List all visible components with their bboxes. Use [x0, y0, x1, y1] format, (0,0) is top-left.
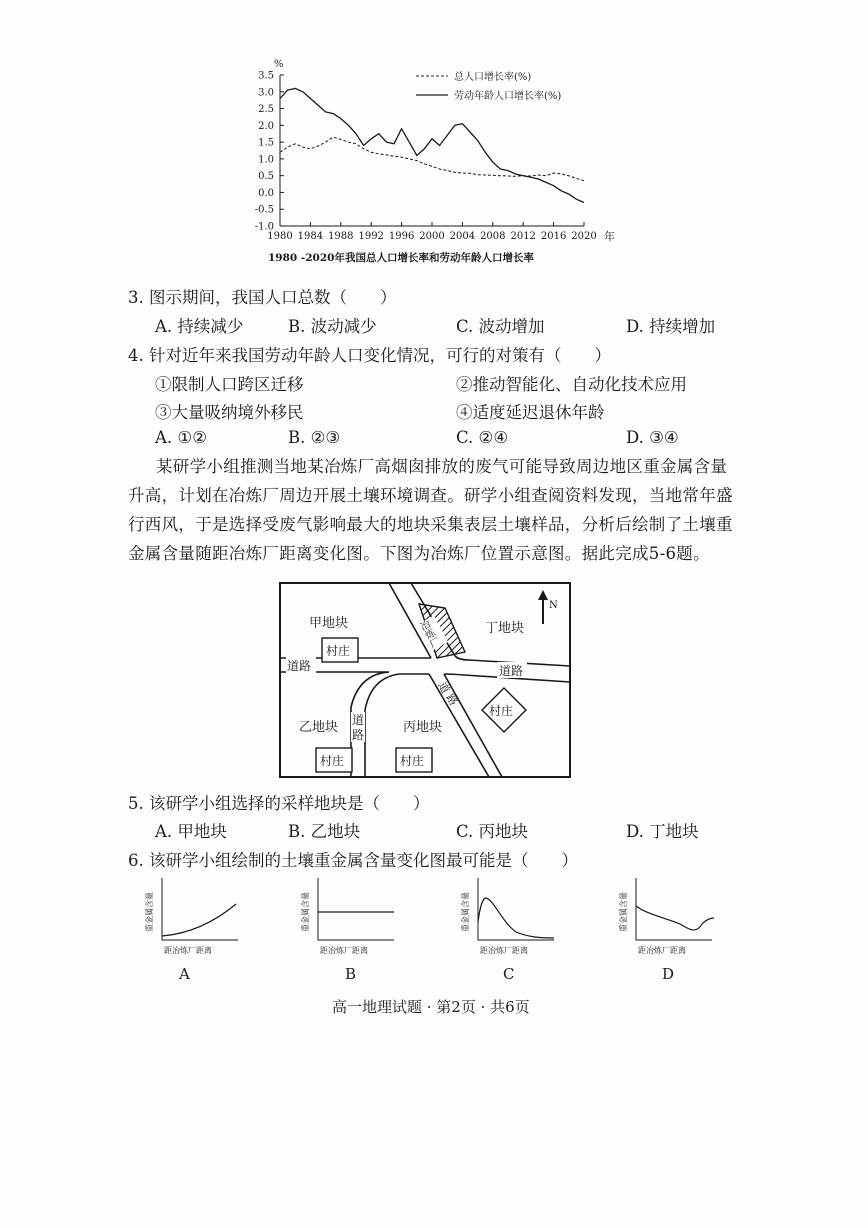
q6-chart-b-ylabel: 重金属含量: [301, 892, 310, 932]
north-label: N: [549, 600, 558, 611]
chart-y-tick-label: 1.5: [258, 137, 274, 149]
series-total-population-line: [280, 137, 584, 181]
q4-option-a[interactable]: A. ①②: [155, 428, 207, 447]
q6-chart-a-curve: [162, 904, 236, 936]
q4-option-d[interactable]: D. ③④: [626, 428, 679, 447]
q6-chart-a-ylabel: 重金属含量: [145, 892, 154, 932]
chart-series: [280, 88, 584, 202]
chart-x-tick-label: 1996: [388, 231, 415, 242]
chart-x-tick-label: 2020: [571, 231, 597, 242]
smelter-label-3: 厂: [428, 636, 443, 651]
q4-item-1: ①限制人口跨区迁移: [155, 375, 304, 394]
village-bing-label: 村庄: [400, 754, 425, 768]
chart-y-tick-label: -1.0: [254, 221, 274, 233]
q4-item-3: ③大量吸纳境外移民: [155, 403, 304, 422]
population-growth-chart: [240, 56, 640, 270]
village-bing: [396, 748, 432, 772]
q6-chart-a[interactable]: [142, 874, 246, 958]
plot-jia-label: 甲地块: [309, 616, 349, 631]
chart-x-tick-label: 2000: [419, 231, 445, 242]
chart-x-tick-label: 1988: [328, 231, 354, 242]
passage-line-1: 某研学小组推测当地某冶炼厂高烟囱排放的废气可能导致周边地区重金属含量: [156, 457, 728, 476]
q6-chart-c-ylabel: 重金属含量: [461, 892, 470, 932]
passage-line-2: 升高，计划在冶炼厂周边开展土壤环境调查。研学小组查阅资料发现，当地常年盛: [128, 486, 733, 505]
q6-chart-d[interactable]: [616, 874, 720, 958]
village-jia-label: 村庄: [326, 644, 351, 658]
chart-x-tick-label: 1980: [267, 231, 293, 242]
q6-chart-b[interactable]: [298, 874, 402, 958]
q6-chart-d-curve: [636, 906, 714, 930]
q5-option-c[interactable]: C. 丙地块: [456, 822, 529, 841]
passage-line-4: 金属含量随距冶炼厂距离变化图。下图为冶炼厂位置示意图。据此完成5-6题。: [128, 544, 710, 563]
q6-choice-d[interactable]: D: [662, 965, 675, 983]
village-ding-label: 村庄: [489, 704, 514, 718]
q4-stem: 4. 针对近年来我国劳动年龄人口变化情况，可行的对策有（ ）: [128, 346, 611, 365]
chart-y-tick-label: 2.5: [258, 104, 274, 116]
road-label-vertical-2: 路: [352, 728, 365, 742]
q3-option-a[interactable]: A. 持续减少: [155, 317, 244, 336]
q3-option-c[interactable]: C. 波动增加: [456, 317, 545, 336]
q3-option-b[interactable]: B. 波动减少: [288, 317, 377, 336]
passage: [128, 452, 733, 568]
chart-x-tick-label: 1984: [297, 231, 324, 242]
plot-ding-label: 丁地块: [485, 621, 525, 636]
q6-chart-d-axes: [636, 878, 712, 940]
q6-chart-c-curve: [478, 898, 554, 938]
q3-stem: 3. 图示期间，我国人口总数（ ）: [128, 288, 397, 307]
q6-stem: 6. 该研学小组绘制的土壤重金属含量变化图最可能是（ ）: [128, 851, 578, 870]
chart-x-tick-label: 2004: [449, 231, 476, 242]
village-yi: [316, 748, 352, 772]
plot-yi-label: 乙地块: [299, 720, 339, 735]
plot-bing-label: 丙地块: [403, 720, 443, 735]
village-yi-label: 村庄: [320, 754, 345, 768]
q6-chart-b-xlabel: 距冶炼厂距离: [320, 946, 368, 955]
q6-choice-c[interactable]: C: [503, 965, 515, 983]
chart-y-tick-label: 2.0: [258, 120, 274, 132]
road-label-left: 道路: [287, 659, 312, 673]
page-footer: 高一地理试题 · 第2页 · 共6页: [332, 998, 530, 1016]
smelter-location-map: [279, 582, 571, 778]
q5-option-a[interactable]: A. 甲地块: [155, 822, 227, 841]
chart-x-tick-label: 1992: [358, 231, 384, 242]
q3-option-d[interactable]: D. 持续增加: [626, 317, 716, 336]
chart-x-tick-label: 2008: [480, 231, 506, 242]
road-label-diagonal-2: 路: [443, 691, 461, 708]
chart-y-tick-label: -0.5: [254, 204, 274, 216]
chart-y-tick-label: 0.5: [258, 171, 274, 183]
chart-y-tick-label: 3.5: [258, 70, 274, 82]
chart-y-tick-label: 1.0: [258, 154, 274, 166]
smelter-label-2: 炼: [423, 627, 438, 643]
q6-chart-c[interactable]: [458, 874, 562, 958]
road-label-vertical-1: 道: [352, 713, 365, 727]
road-label-diagonal-1: 道: [435, 679, 453, 696]
q4-item-4: ④适度延迟退休年龄: [456, 403, 605, 422]
q4-item-2: ②推动智能化、自动化技术应用: [456, 375, 687, 394]
chart-title: 1980 -2020年我国总人口增长率和劳动年龄人口增长率: [268, 252, 534, 264]
q6-chart-b-axes: [318, 878, 394, 940]
q6-chart-d-xlabel: 距冶炼厂距离: [638, 946, 686, 955]
q5-option-d[interactable]: D. 丁地块: [626, 822, 699, 841]
q4-option-c[interactable]: C. ②④: [456, 428, 509, 447]
legend-labor-label: 劳动年龄人口增长率(%): [454, 91, 562, 102]
chart-ylabel: %: [274, 59, 284, 70]
q6-chart-a-xlabel: 距冶炼厂距离: [164, 946, 212, 955]
q6-choice-a[interactable]: A: [179, 965, 190, 983]
q6-chart-a-axes: [162, 878, 238, 940]
q5-option-b[interactable]: B. 乙地块: [288, 822, 361, 841]
village-jia: [322, 638, 358, 662]
q6-chart-c-axes: [478, 878, 554, 940]
q4-option-b[interactable]: B. ②③: [288, 428, 341, 447]
road-label-right: 道路: [499, 664, 524, 678]
q6-chart-d-ylabel: 重金属含量: [619, 892, 628, 932]
chart-legend: [416, 70, 561, 102]
smelter-label-1: 冶: [418, 618, 433, 634]
chart-x-tick-label: 2016: [540, 231, 567, 242]
q6-choice-b[interactable]: B: [345, 965, 357, 983]
q6-chart-c-xlabel: 距冶炼厂距离: [480, 946, 528, 955]
chart-xlabel: 年: [604, 230, 615, 243]
chart-x-tick-label: 2012: [510, 231, 536, 242]
passage-line-3: 行西风，于是选择受废气影响最大的地块采集表层土壤样品，分析后绘制了土壤重: [128, 515, 733, 534]
chart-y-tick-label: 0.0: [258, 187, 274, 199]
chart-y-tick-label: 3.0: [258, 87, 274, 99]
q5-stem: 5. 该研学小组选择的采样地块是（ ）: [128, 794, 430, 813]
series-labor-population-line: [280, 88, 584, 202]
legend-total-label: 总人口增长率(%): [454, 72, 532, 83]
